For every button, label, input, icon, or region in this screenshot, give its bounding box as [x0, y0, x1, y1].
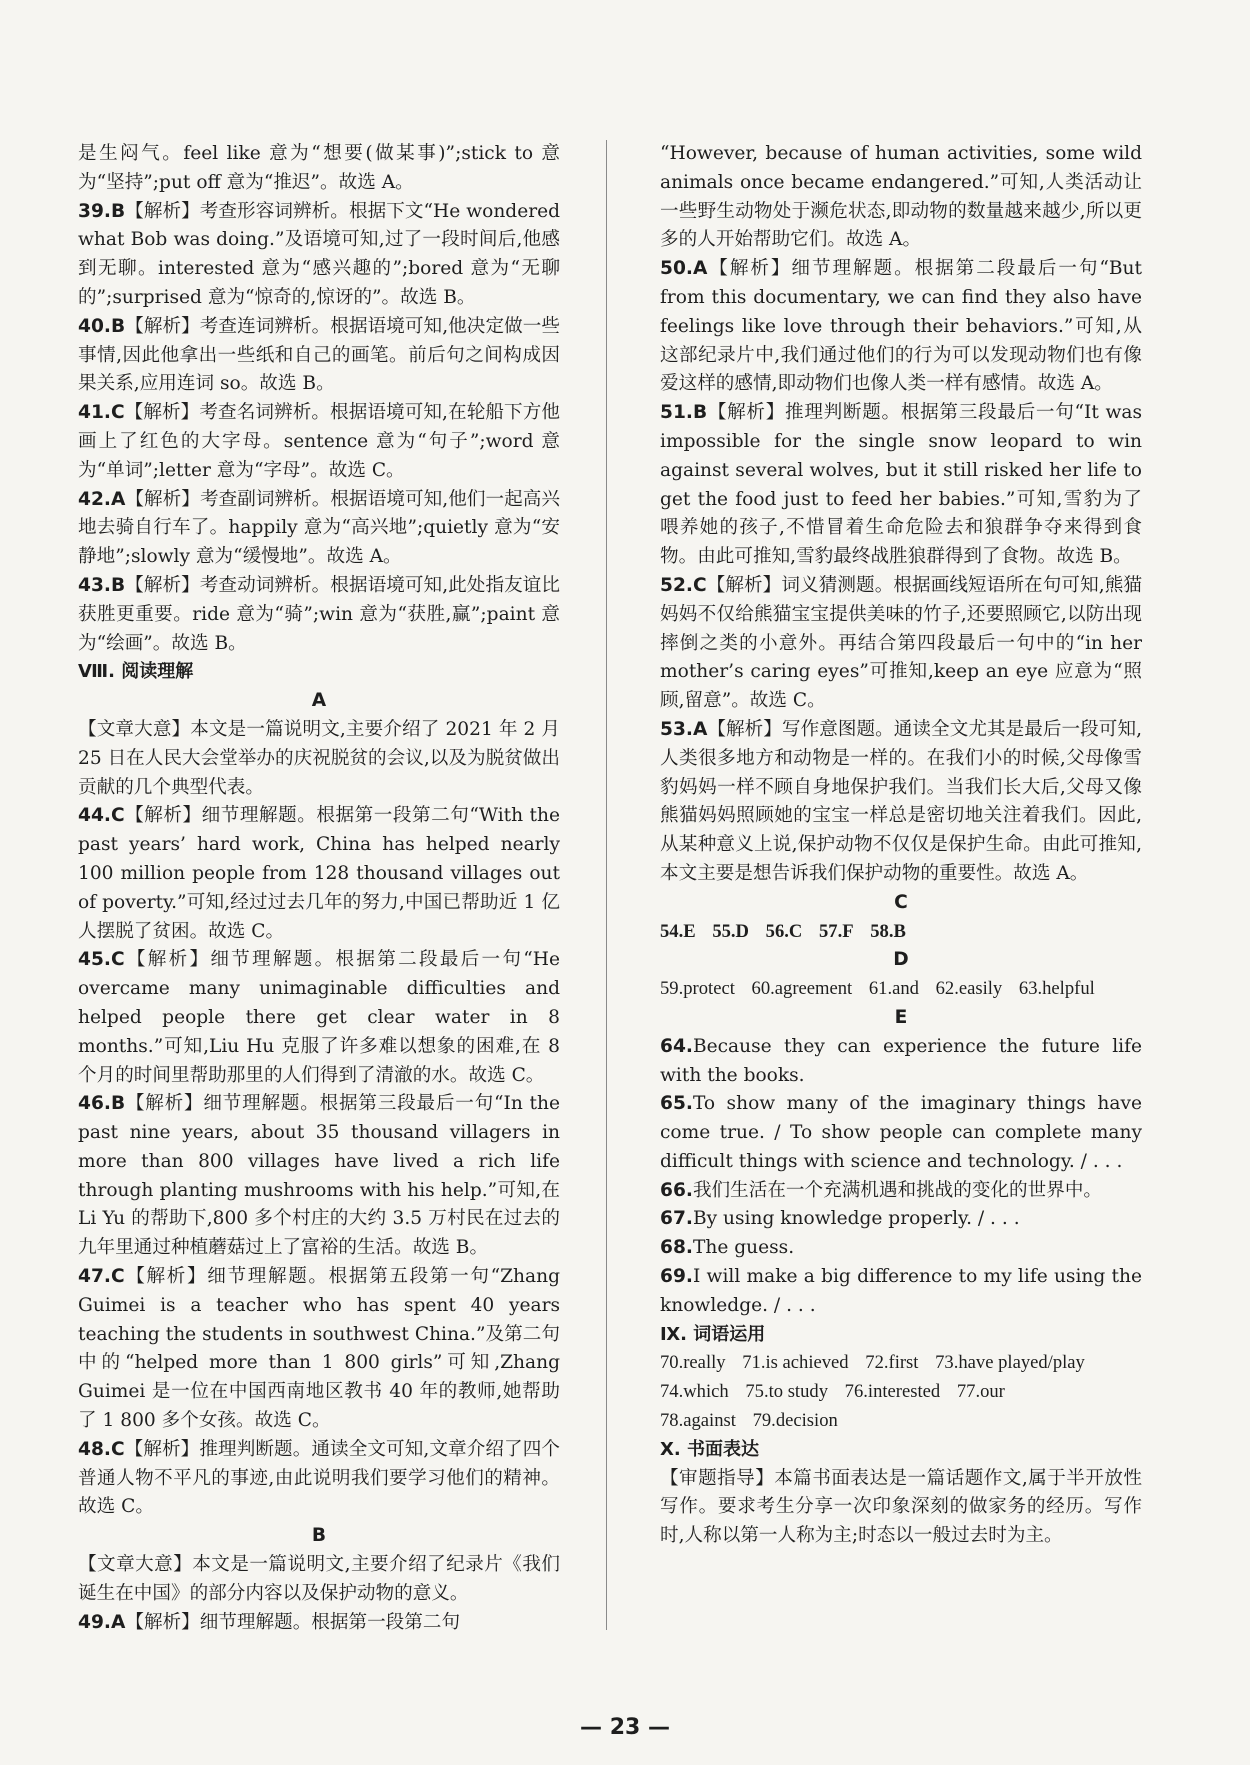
- section-heading: Ⅷ. 阅读理解: [78, 661, 194, 683]
- answer-item: 57.F: [818, 920, 854, 942]
- answer-explanation: 【解析】考查名词辨析。根据语境可知,在轮船下方他画上了红色的大字母。sentence 意为“句子”;word 意为“单词”;letter 意为“字母”。故选 C。: [78, 402, 560, 481]
- answer-explanation: 【解析】细节理解题。根据第五段第一句“Zhang Guimei is a teacher who has spent 40 years teaching the students in southwest China.”及第二句中的“helped more than 1 800 girls”可知,Zhang Guimei 是一位在中国西南地区教书 40 年的教师,她帮助了 1 800 多个女孩。故选 C。: [78, 1266, 560, 1432]
- answers-row-ix-1: [660, 1349, 1142, 1378]
- answers-row-d: [660, 975, 1142, 1004]
- writing-guide: 【审题指导】本篇书面表达是一篇话题作文,属于半开放性写作。要求考生分享一次印象深刻的做家务的经历。写作时,人称以第一人称为主;时态以一般过去时为主。: [660, 1467, 1142, 1547]
- part-heading: E: [894, 1006, 908, 1028]
- part-heading: B: [311, 1525, 327, 1547]
- answer-key: 53.A: [660, 718, 708, 740]
- answer-key: 39.B: [78, 200, 126, 222]
- answer-continuation: 是生闷气。feel like 意为“想要(做某事)”;stick to 意为“坚持”;put off 意为“推迟”。故选 A。: [78, 143, 560, 193]
- answer-key: 64.: [660, 1035, 693, 1057]
- answer-explanation: 【解析】细节理解题。根据第一段第二句“With the past years’ hard work, China has helped nearly 100 million people from 128 thousand villages out of poverty.”可知,经过过去几年的努力,中国已帮助近 1 亿人摆脱了贫困。故选 C。: [78, 805, 560, 942]
- answer-item: 61.and: [868, 978, 919, 1000]
- answer-explanation: 【解析】细节理解题。根据第一段第二句: [125, 1611, 461, 1633]
- answer-explanation: 【解析】考查动词辨析。根据语境可知,此处指友谊比获胜更重要。ride 意为“骑”;win 意为“获胜,赢”;paint 意为“绘画”。故选 B。: [78, 574, 560, 654]
- answer-key: 43.B: [78, 574, 126, 596]
- column-divider: [606, 140, 607, 1630]
- answer-explanation: Because they can experience the future life with the books.: [660, 1035, 1142, 1086]
- answer-explanation: 【解析】推理判断题。通读全文可知,文章介绍了四个普通人物不平凡的事迹,由此说明我们要学习他们的精神。故选 C。: [78, 1438, 560, 1518]
- answer-key: 49.A: [78, 1611, 126, 1633]
- answer-45: [78, 946, 560, 1090]
- answer-50: [660, 255, 1142, 399]
- answer-key: 42.A: [78, 488, 126, 510]
- answer-item: 58.B: [870, 920, 906, 942]
- answer-explanation: 【解析】细节理解题。根据第二段最后一句“He overcame many unimaginable difficulties and helped people there get clear water in 8 months.”可知,Liu Hu 克服了许多难以想象的困难,在 8 个月的时间里帮助那里的人们得到了清澈的水。故选 C。: [78, 949, 560, 1086]
- answer-key: 51.B: [660, 402, 708, 424]
- answer-key: 48.C: [78, 1438, 125, 1460]
- answer-item: 54.E: [660, 920, 696, 942]
- answer-item: 60.agreement: [751, 978, 853, 1000]
- answer-52: [660, 572, 1142, 716]
- answers-row-ix-3: [660, 1407, 1142, 1436]
- answer-explanation: To show many of the imaginary things have come true. / To show people can complete many difficult things with science and technology. / . . .: [660, 1093, 1142, 1172]
- answer-42: [78, 486, 560, 572]
- answer-key: 44.C: [78, 805, 125, 827]
- section-heading: Ⅹ. 书面表达: [660, 1438, 759, 1460]
- answer-44: [78, 802, 560, 946]
- part-heading: C: [894, 891, 908, 913]
- answer-explanation: 【解析】细节理解题。根据第三段最后一句“In the past nine years, about 35 thousand villagers in more than 800 villages have lived a rich life through planting mushrooms with his help.”可知,在 Li Yu 的帮助下,800 多个村庄的大约 3.5 万村民在过去的九年里通过种植蘑菇过上了富裕的生活。故选 B。: [78, 1093, 560, 1259]
- answer-47: [78, 1263, 560, 1436]
- answer-explanation: 【解析】写作意图题。通读全文尤其是最后一段可知,人类很多地方和动物是一样的。在我们小的时候,父母像雪豹妈妈一样不顾自身地保护我们。当我们长大后,父母又像熊猫妈妈照顾她的宝宝一样总是密切地关注着我们。因此,从某种意义上说,保护动物不仅仅是保护生命。由此可推知,本文主要是想告诉我们保护动物的重要性。故选 A。: [660, 718, 1142, 884]
- answer-explanation: By using knowledge properly. / . . .: [692, 1208, 1020, 1230]
- answer-key: 45.C: [78, 949, 125, 971]
- answer-continuation: “However, because of human activities, some wild animals once became endangered.”可知,人类活动让一些野生动物处于濒危状态,即动物的数量越来越少,所以更多的人开始帮助它们。故选 A。: [660, 143, 1142, 251]
- answer-key: 67.: [660, 1208, 693, 1230]
- article-summary: 【文章大意】本文是一篇说明文,主要介绍了 2021 年 2 月 25 日在人民大会堂举办的庆祝脱贫的会议,以及为脱贫做出贡献的几个典型代表。: [78, 718, 560, 798]
- answer-item: 73.have played/play: [935, 1352, 1085, 1374]
- answer-item: 72.first: [865, 1352, 919, 1374]
- answer-40: [78, 313, 560, 399]
- article-summary: 【文章大意】本文是一篇说明文,主要介绍了纪录片《我们诞生在中国》的部分内容以及保护动物的意义。: [78, 1554, 560, 1604]
- answer-key: 52.C: [660, 574, 707, 596]
- answer-explanation: 我们生活在一个充满机遇和挑战的变化的世界中。: [692, 1179, 1103, 1201]
- answer-item: 74.which: [660, 1381, 729, 1403]
- answer-item: 70.really: [660, 1352, 726, 1374]
- answer-item: 78.against: [660, 1410, 736, 1432]
- answer-65: [660, 1090, 1142, 1176]
- section-heading: Ⅸ. 词语运用: [660, 1323, 766, 1345]
- answer-46: [78, 1090, 560, 1263]
- answer-69: [660, 1263, 1142, 1321]
- answer-item: 71.is achieved: [742, 1352, 849, 1374]
- answer-item: 56.C: [765, 920, 803, 942]
- answer-explanation: The guess.: [692, 1237, 795, 1259]
- answer-item: 77.our: [956, 1381, 1005, 1403]
- answer-67: [660, 1205, 1142, 1234]
- answer-item: 63.helpful: [1018, 978, 1095, 1000]
- answer-66: [660, 1177, 1142, 1206]
- answer-explanation: 【解析】细节理解题。根据第二段最后一句“But from this documentary, we can find they also have feelings like love through their behaviors.”可知,从这部纪录片中,我们通过他们的行为可以发现动物们也有像爱这样的感情,即动物们也像人类一样有感情。故选 A。: [660, 258, 1142, 395]
- answer-item: 62.easily: [935, 978, 1003, 1000]
- answer-53: [660, 716, 1142, 889]
- answer-explanation: 【解析】考查连词辨析。根据语境可知,他决定做一些事情,因此他拿出一些纸和自己的画笔。前后句之间构成因果关系,应用连词 so。故选 B。: [78, 315, 560, 395]
- answer-item: 59.protect: [660, 978, 735, 1000]
- answer-key: 41.C: [78, 402, 125, 424]
- left-column: [78, 140, 560, 1637]
- answer-64: [660, 1033, 1142, 1091]
- answer-key: 47.C: [78, 1266, 125, 1288]
- answer-41: [78, 399, 560, 485]
- answer-key: 50.A: [660, 258, 708, 280]
- answer-item: 55.D: [712, 920, 749, 942]
- answer-51: [660, 399, 1142, 572]
- answer-explanation: I will make a big difference to my life using the knowledge. / . . .: [660, 1266, 1142, 1316]
- answer-48: [78, 1436, 560, 1522]
- answers-row-ix-2: [660, 1378, 1142, 1407]
- answer-key: 66.: [660, 1179, 693, 1201]
- right-column: [660, 140, 1142, 1551]
- part-heading: D: [893, 949, 909, 971]
- answer-43: [78, 572, 560, 658]
- part-heading: A: [311, 690, 327, 712]
- answer-key: 46.B: [78, 1093, 126, 1115]
- answer-key: 68.: [660, 1237, 693, 1259]
- page-number: — 23 —: [580, 1715, 670, 1740]
- answer-68: [660, 1234, 1142, 1263]
- answer-explanation: 【解析】考查形容词辨析。根据下文“He wondered what Bob was doing.”及语境可知,过了一段时间后,他感到无聊。interested 意为“感兴趣的”;bored 意为“无聊的”;surprised 意为“惊奇的,惊讶的”。故选 B。: [78, 200, 560, 308]
- answer-item: 75.to study: [745, 1381, 828, 1403]
- answer-explanation: 【解析】考查副词辨析。根据语境可知,他们一起高兴地去骑自行车了。happily 意为“高兴地”;quietly 意为“安静地”;slowly 意为“缓慢地”。故选 A。: [78, 488, 560, 568]
- answer-explanation: 【解析】词义猜测题。根据画线短语所在句可知,熊猫妈妈不仅给熊猫宝宝提供美味的竹子,还要照顾它,以防出现摔倒之类的小意外。再结合第四段最后一句中的“in her mother’s caring eyes”可推知,keep an eye 应意为“照顾,留意”。故选 C。: [660, 574, 1142, 712]
- answers-row-c: [660, 918, 1142, 947]
- answer-49: [78, 1609, 560, 1638]
- answer-item: 79.decision: [752, 1410, 838, 1432]
- answer-key: 69.: [660, 1266, 693, 1288]
- answer-explanation: 【解析】推理判断题。根据第三段最后一句“It was impossible for the single snow leopard to win against several wolves, but it still risked her life to get the food just to feed her babies.”可知,雪豹为了喂养她的孩子,不惜冒着生命危险去和狼群争夺来得到食物。由此可推知,雪豹最终战胜狼群得到了食物。故选 B。: [660, 402, 1142, 568]
- answer-key: 40.B: [78, 315, 126, 337]
- answer-39: [78, 198, 560, 313]
- answer-item: 76.interested: [844, 1381, 941, 1403]
- answer-key: 65.: [660, 1093, 693, 1115]
